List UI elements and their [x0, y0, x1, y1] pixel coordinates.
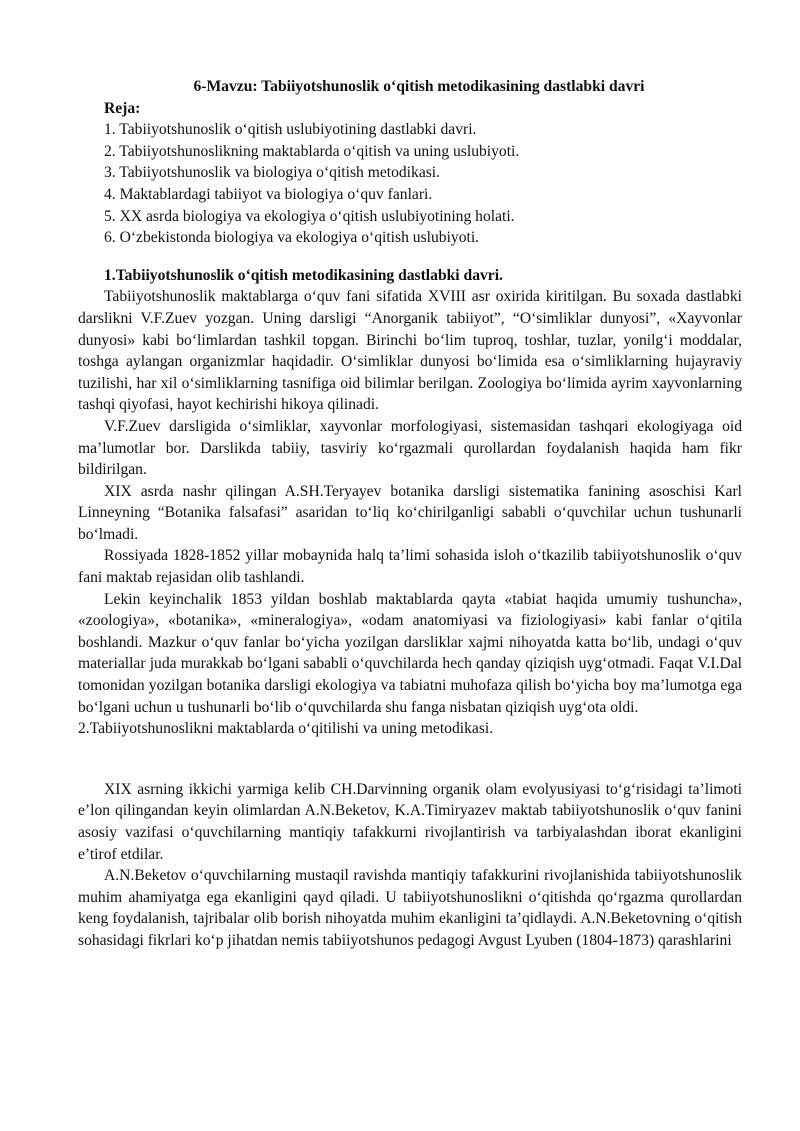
section-2-paragraph: XIX asrning ikkichi yarmiga kelib CH.Darvinning organik olam evolyusiyasi to‘g‘risidagi ta’limoti e’lon qilingandan keyin olimlardan A.N.Beketov, K.A.Timiryazev maktab tabiiyotshunoslik o‘quv fanini asosiy vazifasi o‘quvchilarning mantiqiy tafakkurni rivojlantirish va tarbiyalashdan iborat ekanligini e’tirof etdilar.: [78, 780, 742, 863]
section-1-paragraph: Rossiyada 1828-1852 yillar mobaynida halq ta’limi sohasida isloh o‘tkazilib tabiiyotshunoslik o‘quv fani maktab rejasidan olib tashlandi.: [78, 547, 742, 587]
plan-heading: Reja:: [104, 99, 141, 117]
section-1-heading: 1.Tabiiyotshunoslik o‘qitish metodikasining dastlabki davri.: [104, 266, 503, 284]
section-1-paragraph: V.F.Zuev darsligida o‘simliklar, xayvonlar morfologiyasi, sistemasidan tashqari ekologiyaga oid ma’lumotlar bor. Darslikda tabiiy, tasviriy ko‘rgazmali qurollardan foydalanish haqida ham fikr bildirilgan.: [78, 417, 742, 479]
document-title: 6-Mavzu: Tabiiyotshunoslik o‘qitish metodikasining dastlabki davri: [193, 78, 645, 95]
plan-list: [78, 119, 742, 249]
plan-item: 5. XX asrda biologiya va ekologiya o‘qitish uslubiyotining holati.: [104, 207, 515, 225]
document-page: [78, 76, 742, 952]
plan-item: 1. Tabiiyotshunoslik o‘qitish uslubiyotining dastlabki davri.: [104, 121, 477, 139]
section-1-paragraph: Tabiiyotshunoslik maktablarga o‘quv fani sifatida XVIII asr oxirida kiritilgan. Bu soxada dastlabki darslikni V.F.Zuev yozgan. Uning darsligi “Anorganik tabiiyot”, “O‘simliklar dunyosi”, «Xayvonlar dunyosi» kabi bo‘limlardan tashkil topgan. Birinchi bo‘lim tuproq, toshlar, tuzlar, yonilg‘i moddalar, toshga aylangan organizmlar haqidadir. O‘simliklar dunyosi bo‘limida esa o‘simliklarning hujayraviy tuzilishi, har xil o‘simliklarning tasnifiga oid bilimlar berilgan. Zoologiya bo‘limida ayrim xayvonlarning tashqi qiyofasi, hayot kechirishi hikoya qilinadi.: [78, 288, 742, 414]
plan-item: 3. Tabiiyotshunoslik va biologiya o‘qitish metodikasi.: [104, 164, 441, 182]
section-1-paragraph: Lekin keyinchalik 1853 yildan boshlab maktablarda qayta «tabiat haqida umumiy tushuncha», «zoologiya», «botanika», «mineralogiya», «odam anatomiyasi va fiziologiyasi» kabi fanlar o‘qitila boshlandi. Mazkur o‘quv fanlar bo‘yicha yozilgan darsliklar xajmi nihoyatda katta bo‘lib, undagi o‘quv materiallar juda murakkab bo‘lgani sababli o‘quvchilarda hech qanday qiziqish uyg‘otmadi. Faqat V.I.Dal tomonidan yozilgan botanika darsligi ekologiya va tabiatni muhofaza qilish bo‘yicha boy ma’lumotga ega bo‘lgani uchun u tushunarli bo‘lib o‘quvchilarda shu fanga nisbatan qiziqish uyg‘ota oldi.: [78, 590, 742, 716]
section-2-paragraph: A.N.Beketov o‘quvchilarning mustaqil ravishda mantiqiy tafakkurini rivojlanishida tabiiyotshunoslik muhim ahamiyatga ega ekanligini qayd qiladi. U tabiiyotshunoslikni o‘qitishda qo‘rgazma qurollardan keng foydalanish, tajribalar olib borish nihoyatda muhim ekanligini ta’qidlaydi. A.N.Beketovning o‘qitish sohasidagi fikrlari ko‘p jihatdan nemis tabiiyotshunos pedagogi Avgust Lyuben (1804-1873) qarashlarini: [78, 867, 742, 949]
plan-item: 2. Tabiiyotshunoslikning maktablarda o‘qitish va uning uslubiyoti.: [104, 142, 520, 160]
section-2-heading: 2.Tabiiyotshunoslikni maktablarda o‘qitilishi va uning metodikasi.: [78, 720, 494, 738]
plan-item: 6. O‘zbekistonda biologiya va ekologiya o‘qitish uslubiyoti.: [104, 229, 480, 247]
section-1-paragraph: XIX asrda nashr qilingan A.SH.Teryayev botanika darsligi sistematika fanining asoschisi Karl Linneyning “Botanika falsafasi” asaridan to‘liq ko‘chirilganligi sababli o‘quvchilar uchun tushunarli bo‘lmadi.: [78, 482, 742, 543]
plan-item: 4. Maktablardagi tabiiyot va biologiya o‘quv fanlari.: [104, 185, 433, 203]
spacer: [78, 249, 742, 265]
spacer: [78, 740, 742, 779]
